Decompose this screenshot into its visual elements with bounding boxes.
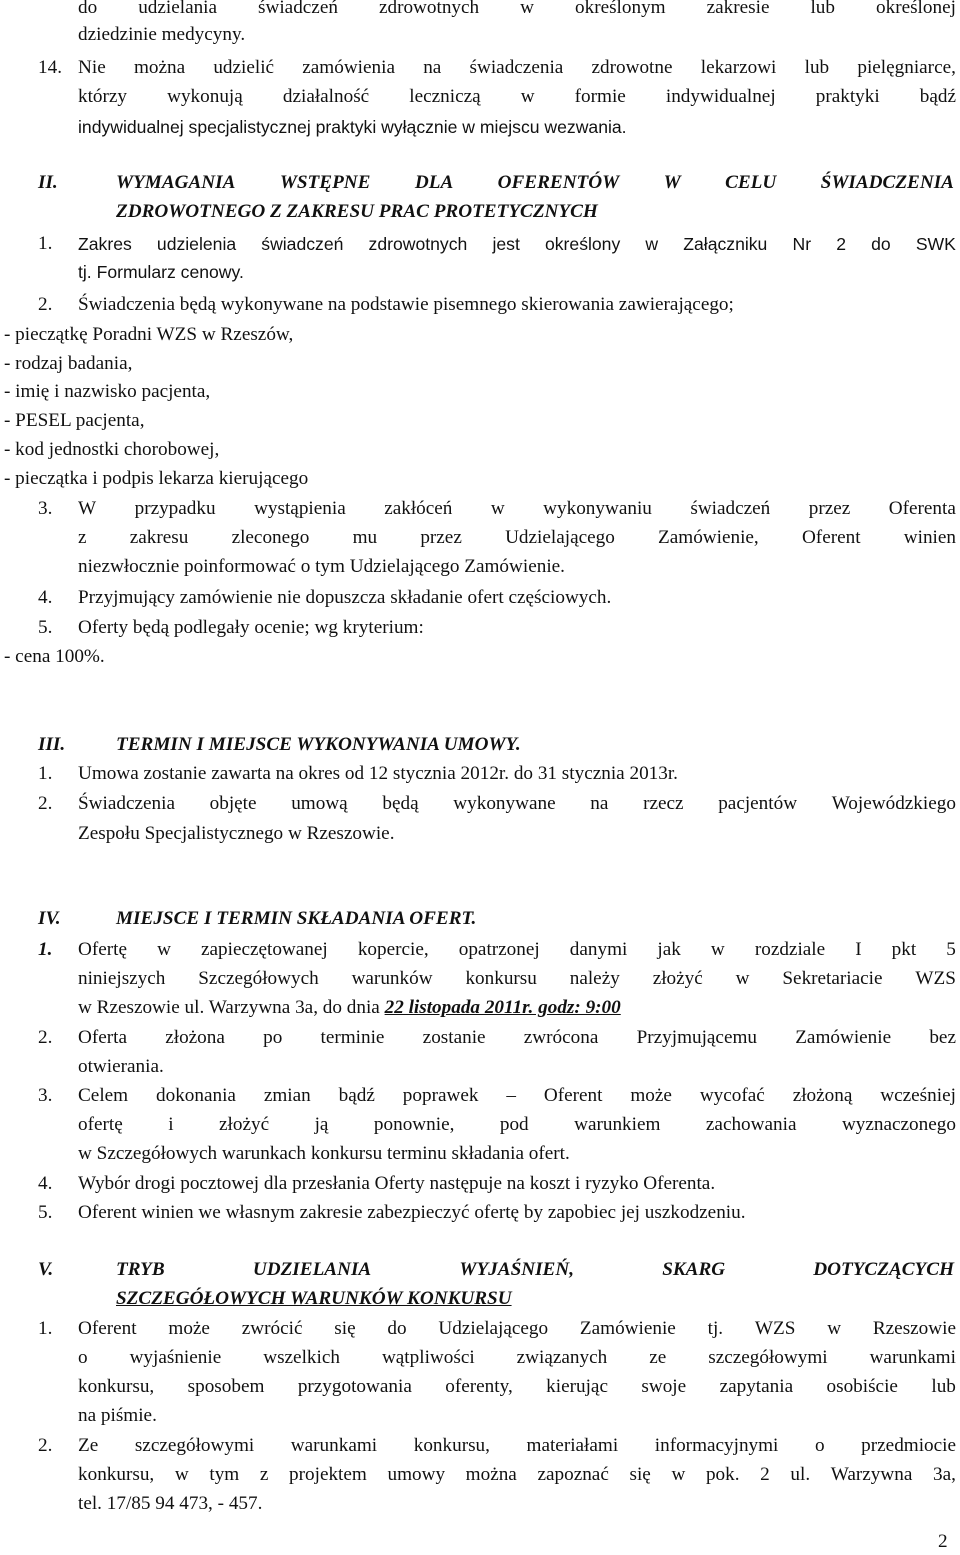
paragraph-line: - cena 100%. [4,646,105,667]
word: jak [657,939,681,960]
word: ją [314,1114,329,1135]
word: z [259,1464,269,1485]
word: szczegółowymi [134,1435,255,1456]
list-number: 1. [38,233,53,254]
word: pod [499,1114,529,1135]
word: może [168,1318,210,1339]
paragraph-line: niezwłocznie poinformować o tym Udzielającego Zamówienie. [78,556,565,577]
paragraph-line: w Szczegółowych warunkach konkursu terminu składania ofert. [78,1143,570,1164]
word: Zamówienie [579,1318,676,1339]
word: UDZIELANIA [252,1259,372,1280]
word: W [663,172,681,193]
word: na [423,57,442,78]
paragraph-line: Przyjmujący zamówienie nie dopuszcza składanie ofert częściowych. [78,587,612,608]
paragraph-line [78,1434,956,1458]
word: należy [569,968,620,989]
word: Oferent [543,1085,603,1106]
word: ponownie, [373,1114,455,1135]
word: świadczenia [469,57,564,78]
word: określony [544,234,621,254]
word: lub [810,0,835,18]
word: lekarzowi [700,57,777,78]
word: Ofertę [78,939,127,960]
word: zachowania [705,1114,797,1135]
word: Zamówienie, [658,527,759,548]
word: informacyjnymi [654,1435,779,1456]
word: do [78,0,98,18]
word: określonej [876,0,956,18]
word: Oferta [78,1027,127,1048]
word: lub [931,1376,956,1397]
word: w [671,1464,686,1485]
word: w [174,1464,189,1485]
word: 5 [946,939,956,960]
word: WZS [915,968,956,989]
word: zakresie [706,0,770,18]
word: Oferenta [888,498,956,519]
word: o [814,1435,825,1456]
list-number: 2. [38,793,53,814]
word: bądź [919,86,956,107]
paragraph-line [78,497,956,521]
paragraph-line [78,56,956,80]
paragraph-line: indywidualnej specjalistycznej praktyki wyłącznie w miejscu wezwania. [78,117,627,137]
word: przez [808,498,851,519]
section-number: V. [38,1259,54,1280]
list-number: 4. [38,1173,53,1194]
word: zdrowotnych [368,234,468,254]
word: Oferent [78,1318,137,1339]
word: którzy [78,86,128,107]
word: W [78,498,97,519]
word: TRYB [116,1259,165,1280]
word: wykonują [167,86,243,107]
word: CELU [725,172,777,193]
paragraph-line [78,1375,956,1399]
word: przedmiocie [861,1435,956,1456]
page-number: 2 [938,1531,948,1552]
paragraph-line [78,996,621,1020]
word: pok. [705,1464,740,1485]
word: bez [929,1027,956,1048]
word: konkursu, [78,1464,155,1485]
word: Sekretariacie [782,968,883,989]
word: przypadku [134,498,216,519]
word: rozdziale [754,939,826,960]
word: w [735,968,750,989]
word: wyznaczonego [841,1114,956,1135]
word: rzecz [643,793,684,814]
paragraph-line: Oferent winien we własnym zakresie zabezpieczyć ofertę by zapobiec jej uszkodzeniu. [78,1202,746,1223]
word: udzielania [138,0,218,18]
word: wycofać [699,1085,765,1106]
paragraph-line: Wybór drogi pocztowej dla przesłania Oferty następuje na koszt i ryzyko Oferenta. [78,1173,716,1194]
word: złożyć [219,1114,270,1135]
word: złożyć [652,968,703,989]
word: zdrowotnych [378,0,480,18]
word: wykonywane [453,793,556,814]
word: osobiście [826,1376,898,1397]
section-heading: SZCZEGÓŁOWYCH WARUNKÓW KONKURSU [116,1288,512,1309]
word: się [629,1464,651,1485]
list-number: 3. [38,498,53,519]
word: zamówienia [302,57,395,78]
word: poprawek [402,1085,479,1106]
list-number: 2. [38,1027,53,1048]
section-heading [116,1258,954,1282]
list-number: 5. [38,1202,53,1223]
word: określonym [575,0,666,18]
word: Zamówienie [795,1027,892,1048]
word: Udzielającego [438,1318,549,1339]
word: wyjaśnienie [129,1347,222,1368]
word: o [78,1347,88,1368]
word: będą [382,793,419,814]
word: dokonania [156,1085,236,1106]
paragraph-line: dziedzinie medycyny. [78,24,246,45]
word: z [78,527,87,548]
word: Nr [792,234,812,254]
word: OFERENTÓW [497,172,620,193]
paragraph-line [78,1463,956,1487]
word: Nie [78,57,106,78]
word: zwrócona [523,1027,599,1048]
word: do [387,1318,407,1339]
word: konkursu, [413,1435,490,1456]
word: SKARG [662,1259,726,1280]
word: Świadczenia [78,793,175,814]
word: działalność [282,86,370,107]
word: Wojewódzkiego [831,793,956,814]
word: kierując [546,1376,608,1397]
word: Oferent [801,527,861,548]
word: tj. [707,1318,724,1339]
word: Rzeszowie [872,1318,956,1339]
list-number: 1. [38,1318,53,1339]
word: konkursu [465,968,537,989]
word: Warzywna [830,1464,913,1485]
section-number: II. [38,172,58,193]
paragraph-line: Zespołu Specjalistycznego w Rzeszowie. [78,823,395,844]
word: jest [492,234,520,254]
list-number: 5. [38,617,53,638]
word: danymi [569,939,628,960]
word: przygotowania [297,1376,412,1397]
word: sposobem [187,1376,265,1397]
word: pacjentów [718,793,798,814]
word: Załączniku [683,234,768,254]
word: lub [804,57,830,78]
list-item: - pieczątka i podpis lekarza kierującego [4,468,309,489]
paragraph-line: Umowa zostanie zawarta na okres od 12 stycznia 2012r. do 31 stycznia 2013r. [78,763,678,784]
word: szczegółowymi [708,1347,828,1368]
word: w [710,939,725,960]
word: Celem [78,1085,129,1106]
word: I [855,939,862,960]
word: oferenty, [445,1376,513,1397]
word: warunków [351,968,433,989]
word: winien [903,527,956,548]
word: zwrócić [241,1318,303,1339]
word: 2 [760,1464,770,1485]
word: przez [420,527,462,548]
word: ŚWIADCZENIA [820,172,954,193]
word: Ze [78,1435,99,1456]
word: praktyki [815,86,880,107]
word: w [157,939,171,960]
section-heading: TERMIN I MIEJSCE WYKONYWANIA UMOWY. [116,734,521,755]
section-number: III. [38,734,66,755]
paragraph-line: na piśmie. [78,1405,157,1426]
word: warunkiem [574,1114,661,1135]
word: WZS [754,1318,796,1339]
paragraph-line [78,526,956,550]
word: umowy [387,1464,446,1485]
word: udzielić [213,57,275,78]
word: leczniczą [409,86,481,107]
word: niniejszych [78,968,166,989]
list-item: - kod jednostki chorobowej, [4,439,220,460]
paragraph-line [78,1026,956,1050]
word: zmian [263,1085,311,1106]
word: na [590,793,609,814]
word: zostanie [422,1027,486,1048]
word: mu [352,527,378,548]
word: opatrzonej [458,939,540,960]
word: zapoznać [537,1464,609,1485]
word: Przyjmującemu [636,1027,757,1048]
word: 2 [836,234,846,254]
word: świadczeń [258,0,338,18]
word: objęte [209,793,257,814]
list-number: 4. [38,587,53,608]
paragraph-line: tel. 17/85 94 473, - 457. [78,1493,263,1514]
paragraph-line [78,1317,956,1341]
word: ofertę [78,1114,123,1135]
word: WYJAŚNIEŃ, [459,1259,575,1280]
word: materiałami [526,1435,619,1456]
word: bądź [338,1085,375,1106]
word: warunkami [290,1435,378,1456]
paragraph-line [78,1113,956,1137]
word: WYMAGANIA [116,172,236,193]
word: indywidualnej [665,86,776,107]
word: WSTĘPNE [279,172,371,193]
word: wystąpienia [254,498,346,519]
list-number: 14. [38,57,62,78]
word: warunkami [869,1347,956,1368]
list-number: 1. [38,939,53,960]
word: w [645,234,659,254]
word: można [465,1464,517,1485]
word: umową [291,793,348,814]
list-number: 2. [38,294,53,315]
paragraph-line [78,1346,956,1370]
word: może [630,1085,672,1106]
paragraph-line: Oferty będą podlegały ocenie; wg kryterium: [78,617,424,638]
word: 3a, [932,1464,956,1485]
paragraph-line: Świadczenia będą wykonywane na podstawie pisemnego skierowania zawierającego; [78,294,734,315]
list-number: 3. [38,1085,53,1106]
paragraph-line [78,792,956,816]
word: się [334,1318,356,1339]
section-number: IV. [38,908,61,929]
paragraph-line [78,1084,956,1108]
paragraph-line [78,85,956,109]
address-text: w Rzeszowie ul. Warzywna 3a, do dnia [78,997,385,1018]
word: terminie [320,1027,385,1048]
list-item: - pieczątkę Poradni WZS w Rzeszów, [4,324,294,345]
word: i [168,1114,174,1135]
paragraph-line: tj. Formularz cenowy. [78,262,244,282]
word: zleconego [231,527,310,548]
word: pkt [891,939,917,960]
word: zapytania [719,1376,794,1397]
paragraph-line [78,0,956,20]
word: projektem [289,1464,367,1485]
list-item: - imię i nazwisko pacjenta, [4,381,211,402]
word: świadczeń [690,498,771,519]
word: związanych [516,1347,608,1368]
word: świadczeń [261,234,344,254]
list-number: 1. [38,763,53,784]
paragraph-line [78,232,956,256]
word: Zakres [78,234,132,254]
word: po [263,1027,283,1048]
list-item: - rodzaj badania, [4,353,133,374]
section-heading: ZDROWOTNEGO Z ZAKRESU PRAC PROTETYCZNYCH [116,201,598,222]
section-heading [116,171,954,195]
word: wszelkich [263,1347,340,1368]
word: ul. [790,1464,811,1485]
word: w [520,86,535,107]
paragraph-line [78,938,956,962]
word: wcześniej [880,1085,956,1106]
word: formie [574,86,626,107]
word: złożoną [792,1085,853,1106]
word: – [506,1085,516,1106]
list-item: - PESEL pacjenta, [4,410,145,431]
word: w [827,1318,842,1339]
word: kopercie, [357,939,429,960]
word: w [490,498,505,519]
word: Szczegółowych [198,968,319,989]
word: Udzielającego [505,527,615,548]
word: udzielenia [156,234,237,254]
word: wykonywaniu [543,498,652,519]
word: zapieczętowanej [200,939,328,960]
word: zakresu [129,527,189,548]
word: zakłóceń [384,498,453,519]
deadline-date: 22 listopada 2011r. godz: 9:00 [384,997,621,1018]
list-number: 2. [38,1435,53,1456]
word: SWK [915,234,956,254]
word: ze [649,1347,667,1368]
word: zdrowotne [591,57,673,78]
word: wątpliwości [381,1347,475,1368]
word: konkursu, [78,1376,155,1397]
word: DOTYCZĄCYCH [813,1259,954,1280]
word: tym [209,1464,240,1485]
word: DLA [414,172,454,193]
word: pielęgniarce, [857,57,956,78]
word: w [520,0,534,18]
word: swoje [641,1376,687,1397]
word: do [871,234,891,254]
paragraph-line [78,967,956,991]
word: złożona [165,1027,225,1048]
word: można [133,57,186,78]
paragraph-line: otwierania. [78,1056,164,1077]
section-heading: MIEJSCE I TERMIN SKŁADANIA OFERT. [116,908,477,929]
